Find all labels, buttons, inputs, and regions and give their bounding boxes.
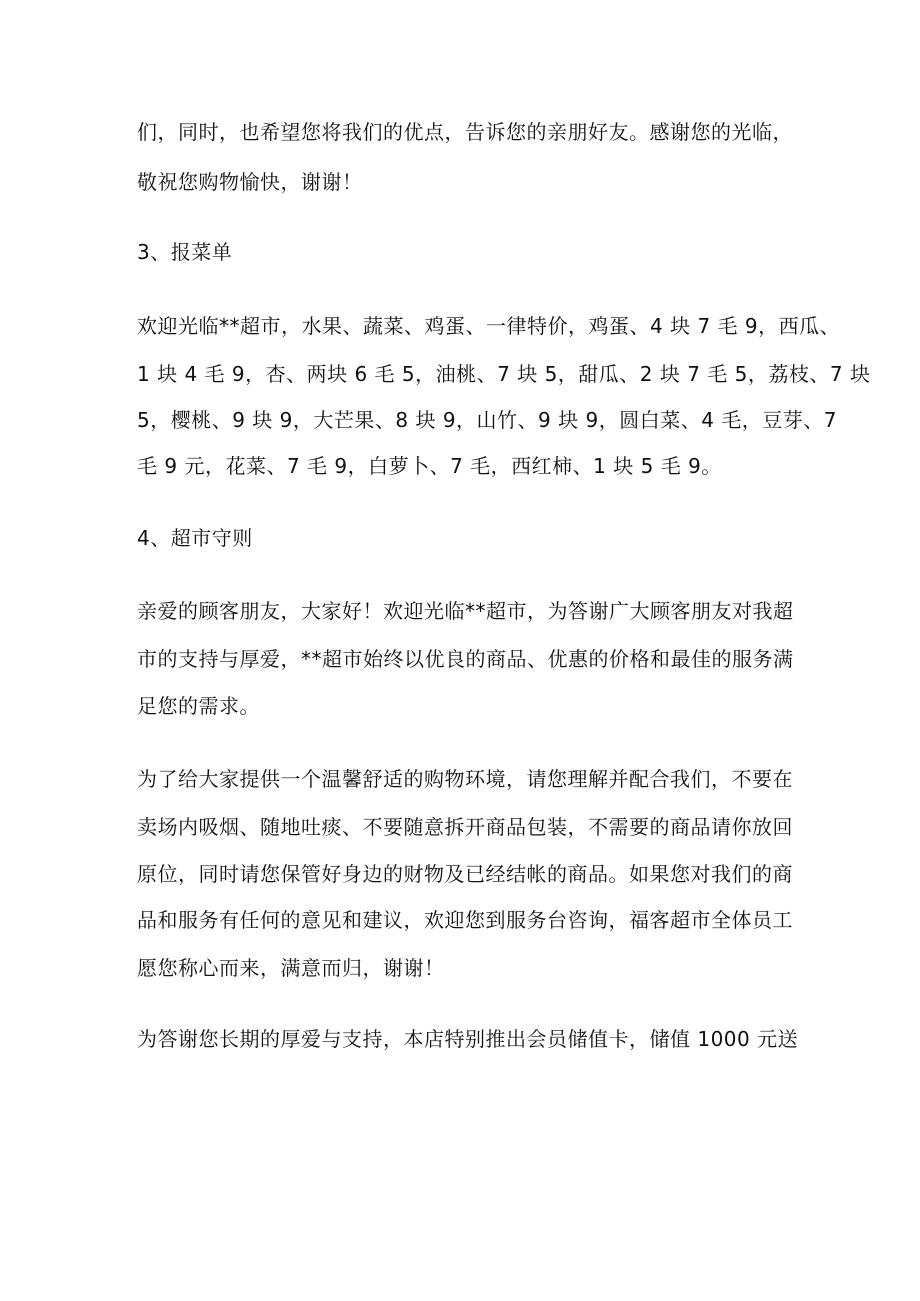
section-heading: 3、报菜单 (137, 240, 233, 264)
text-line: 为答谢您长期的厚爱与支持，本店特别推出会员储值卡，储值 1000 元送 (137, 1027, 799, 1051)
text-line: 卖场内吸烟、随地吐痰、不要随意拆开商品包装，不需要的商品请你放回 (137, 815, 793, 839)
text-line: 们，同时，也希望您将我们的优点，告诉您的亲朋好友。感谢您的光临， (137, 120, 793, 144)
text-line: 1 块 4 毛 9，杏、两块 6 毛 5，油桃、7 块 5，甜瓜、2 块 7 毛 5，荔枝、7 块 (137, 362, 871, 386)
text-line: 原位，同时请您保管好身边的财物及已经结帐的商品。如果您对我们的商 (137, 862, 793, 886)
section-heading: 4、超市守则 (137, 526, 253, 550)
text-line: 品和服务有任何的意见和建议，欢迎您到服务台咨询，福客超市全体员工 (137, 908, 793, 932)
text-line: 欢迎光临**超市，水果、蔬菜、鸡蛋、一律特价，鸡蛋、4 块 7 毛 9，西瓜、 (137, 314, 841, 338)
text-line: 市的支持与厚爱，**超市始终以优良的商品、优惠的价格和最佳的服务满 (137, 647, 794, 671)
text-line: 敬祝您购物愉快，谢谢！ (137, 170, 363, 194)
text-line: 亲爱的顾客朋友，大家好！欢迎光临**超市，为答谢广大顾客朋友对我超 (137, 599, 794, 623)
text-line: 5，樱桃、9 块 9，大芒果、8 块 9，山竹、9 块 9，圆白菜、4 毛，豆芽、7 (137, 408, 838, 432)
text-line: 足您的需求。 (137, 694, 260, 718)
text-line: 毛 9 元，花菜、7 毛 9，白萝卜、7 毛，西红柿、1 块 5 毛 9。 (137, 454, 722, 478)
text-line: 愿您称心而来，满意而归，谢谢！ (137, 956, 445, 980)
text-line: 为了给大家提供一个温馨舒适的购物环境，请您理解并配合我们，不要在 (137, 767, 793, 791)
